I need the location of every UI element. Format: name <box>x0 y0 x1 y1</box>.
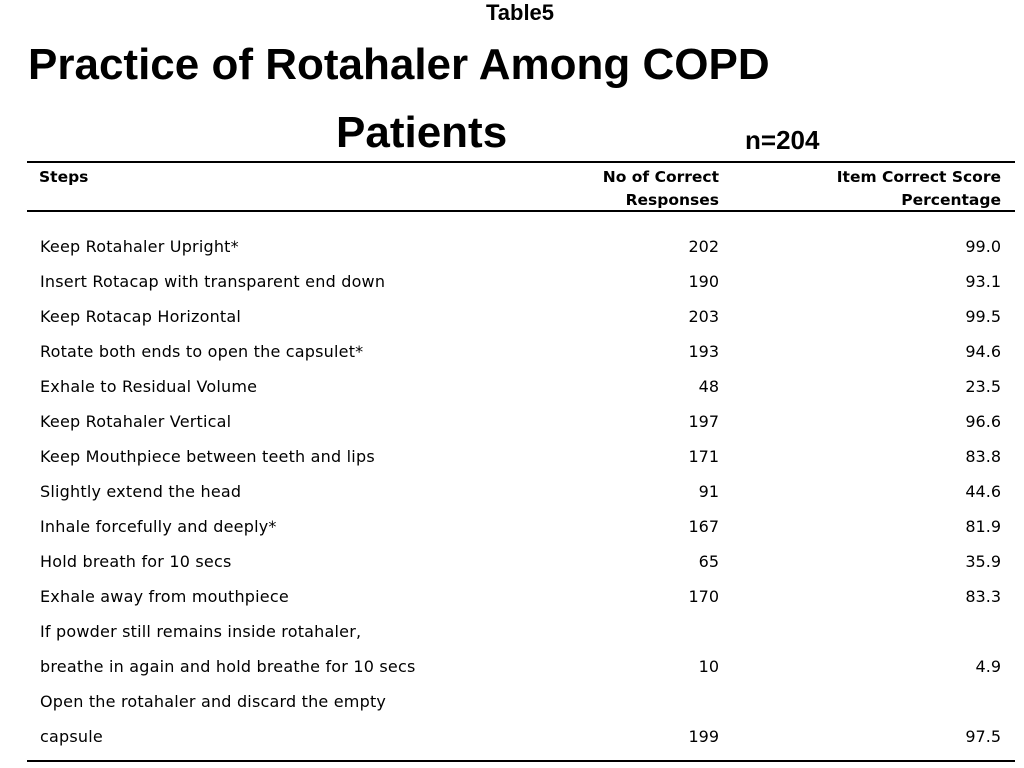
correct-responses-cell: 91 <box>698 482 719 501</box>
step-cell: Keep Rotacap Horizontal <box>40 307 242 326</box>
table-row <box>27 369 1015 404</box>
correct-responses-cell: 10 <box>698 657 719 676</box>
sample-size-label: n=204 <box>745 125 820 155</box>
slide-title-line-1: Practice of Rotahaler Among COPD <box>28 40 770 89</box>
table-row <box>27 614 1015 684</box>
score-percentage-cell: 96.6 <box>965 412 1001 431</box>
step-cell: If powder still remains inside rotahaler, breathe in again and hold breathe for 10 secs <box>40 622 416 676</box>
score-percentage-cell: 23.5 <box>965 377 1001 396</box>
score-percentage-cell: 4.9 <box>975 657 1001 676</box>
header-correct-responses: No of Correct Responses <box>602 168 719 209</box>
correct-responses-cell: 171 <box>688 447 719 466</box>
step-cell: Open the rotahaler and discard the empty capsule <box>40 692 387 746</box>
correct-responses-cell: 203 <box>688 307 719 326</box>
table-row <box>27 229 1015 264</box>
table-row <box>27 404 1015 439</box>
correct-responses-cell: 48 <box>698 377 719 396</box>
step-cell: Inhale forcefully and deeply* <box>40 517 277 536</box>
correct-responses-cell: 193 <box>688 342 719 361</box>
score-percentage-cell: 81.9 <box>965 517 1001 536</box>
table-row <box>27 474 1015 509</box>
table-bottom-rule <box>27 760 1015 762</box>
step-cell: Insert Rotacap with transparent end down <box>40 272 386 291</box>
score-percentage-cell: 35.9 <box>965 552 1001 571</box>
correct-responses-cell: 202 <box>688 237 719 256</box>
correct-responses-cell: 197 <box>688 412 719 431</box>
table-row <box>27 439 1015 474</box>
step-cell: Exhale away from mouthpiece <box>40 587 289 606</box>
score-percentage-cell: 99.0 <box>965 237 1001 256</box>
score-percentage-cell: 83.8 <box>965 447 1001 466</box>
step-cell: Keep Mouthpiece between teeth and lips <box>40 447 375 466</box>
header-item-correct-score-percentage: Item Correct Score Percentage <box>836 168 1001 209</box>
score-percentage-cell: 97.5 <box>965 727 1001 746</box>
correct-responses-cell: 199 <box>688 727 719 746</box>
table-row <box>27 684 1015 754</box>
table-header-rule <box>27 210 1015 212</box>
step-cell: Rotate both ends to open the capsulet* <box>40 342 364 361</box>
table-row <box>27 579 1015 614</box>
correct-responses-cell: 167 <box>688 517 719 536</box>
table-row <box>27 264 1015 299</box>
table-row <box>27 299 1015 334</box>
step-cell: Slightly extend the head <box>40 482 242 501</box>
correct-responses-cell: 190 <box>688 272 719 291</box>
step-cell: Keep Rotahaler Upright* <box>40 237 239 256</box>
table-row <box>27 334 1015 369</box>
correct-responses-cell: 65 <box>698 552 719 571</box>
correct-responses-cell: 170 <box>688 587 719 606</box>
step-cell: Keep Rotahaler Vertical <box>40 412 232 431</box>
step-cell: Hold breath for 10 secs <box>40 552 232 571</box>
score-percentage-cell: 94.6 <box>965 342 1001 361</box>
rotahaler-practice-table <box>27 161 1015 764</box>
score-percentage-cell: 99.5 <box>965 307 1001 326</box>
table-row <box>27 544 1015 579</box>
step-cell: Exhale to Residual Volume <box>40 377 258 396</box>
table-caption: Table5 <box>485 0 555 25</box>
table-top-rule <box>27 161 1015 163</box>
table-row <box>27 509 1015 544</box>
score-percentage-cell: 93.1 <box>965 272 1001 291</box>
score-percentage-cell: 83.3 <box>965 587 1001 606</box>
header-steps: Steps <box>39 168 89 186</box>
slide-title-line-2: Patients <box>336 108 508 157</box>
score-percentage-cell: 44.6 <box>965 482 1001 501</box>
table-body <box>27 229 1015 754</box>
